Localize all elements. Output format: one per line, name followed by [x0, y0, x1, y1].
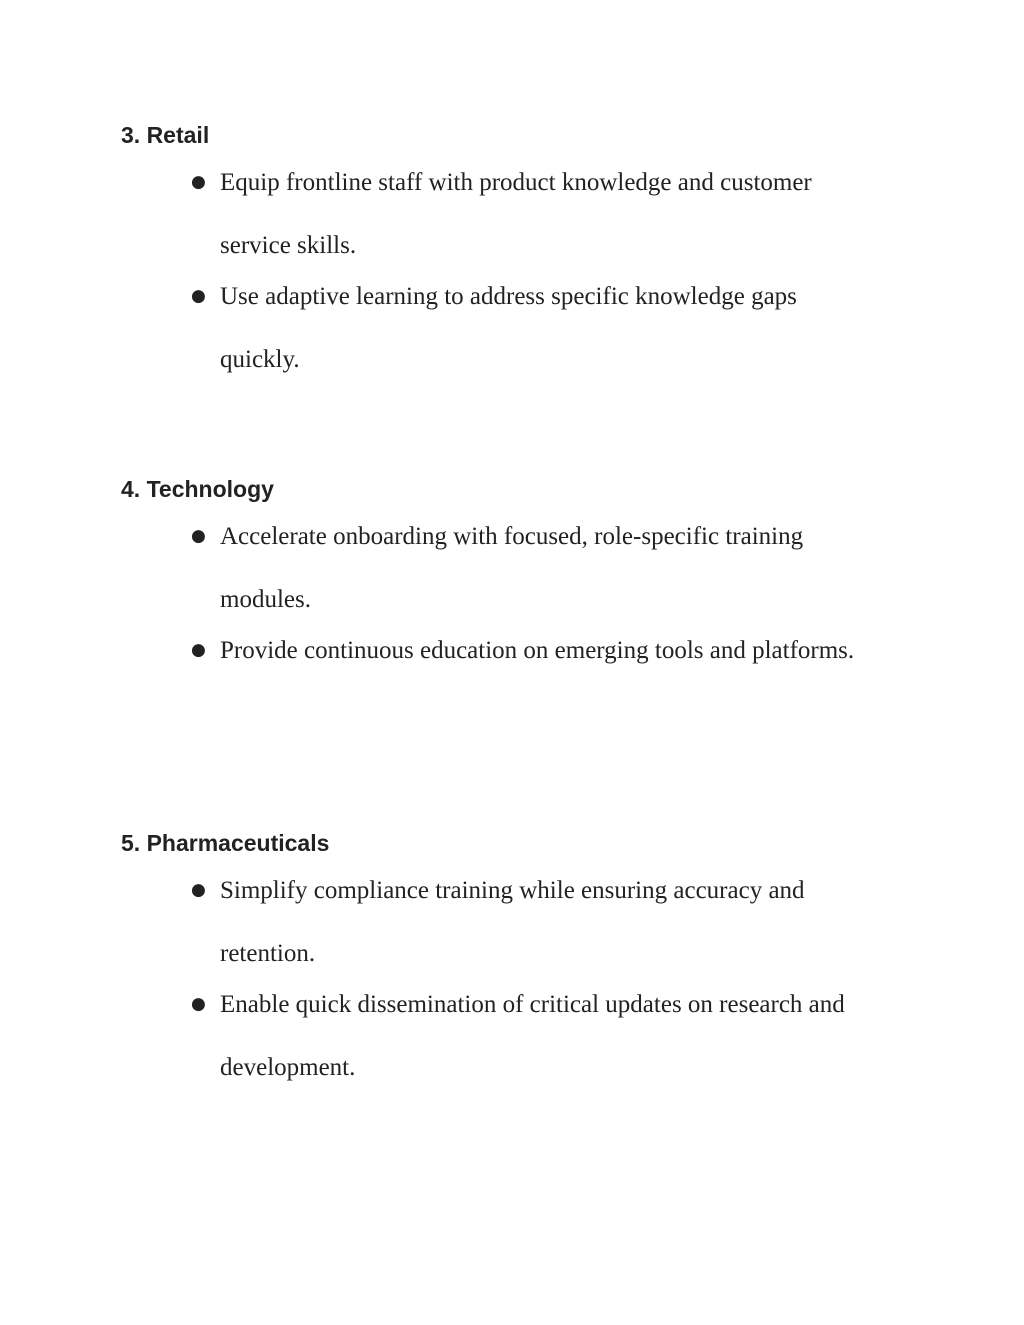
- list-item: [121, 619, 880, 682]
- list-item: [121, 151, 880, 277]
- list-item-text: Provide continuous education on emerging tools and platforms.: [220, 637, 855, 664]
- list-item: [121, 859, 880, 985]
- list-item: [121, 265, 880, 391]
- bullet-icon: ●: [191, 994, 206, 1014]
- list-item-text: Simplify compliance training while ensuring accuracy and retention.: [220, 877, 805, 967]
- list-item-text: Equip frontline staff with product knowledge and customer service skills.: [220, 169, 812, 259]
- bullet-icon: ●: [191, 526, 206, 546]
- section-pharmaceuticals: [121, 829, 901, 1099]
- list-item-text: Accelerate onboarding with focused, role-specific training modules.: [220, 523, 804, 613]
- bullet-icon: ●: [191, 640, 206, 660]
- list-item: [121, 505, 880, 631]
- bullet-icon: ●: [191, 286, 206, 306]
- section-retail: [121, 121, 901, 391]
- bullet-list: [121, 505, 901, 682]
- bullet-list: [121, 859, 901, 1099]
- section-heading: 4. Technology: [121, 476, 274, 502]
- section-technology: [121, 475, 901, 682]
- section-heading: 5. Pharmaceuticals: [121, 830, 330, 856]
- list-item-text: Use adaptive learning to address specific knowledge gaps quickly.: [220, 283, 797, 373]
- section-heading: 3. Retail: [121, 122, 210, 148]
- bullet-icon: ●: [191, 172, 206, 192]
- bullet-list: [121, 151, 901, 391]
- list-item: [121, 973, 880, 1099]
- bullet-icon: ●: [191, 880, 206, 900]
- list-item-text: Enable quick dissemination of critical updates on research and development.: [220, 991, 845, 1081]
